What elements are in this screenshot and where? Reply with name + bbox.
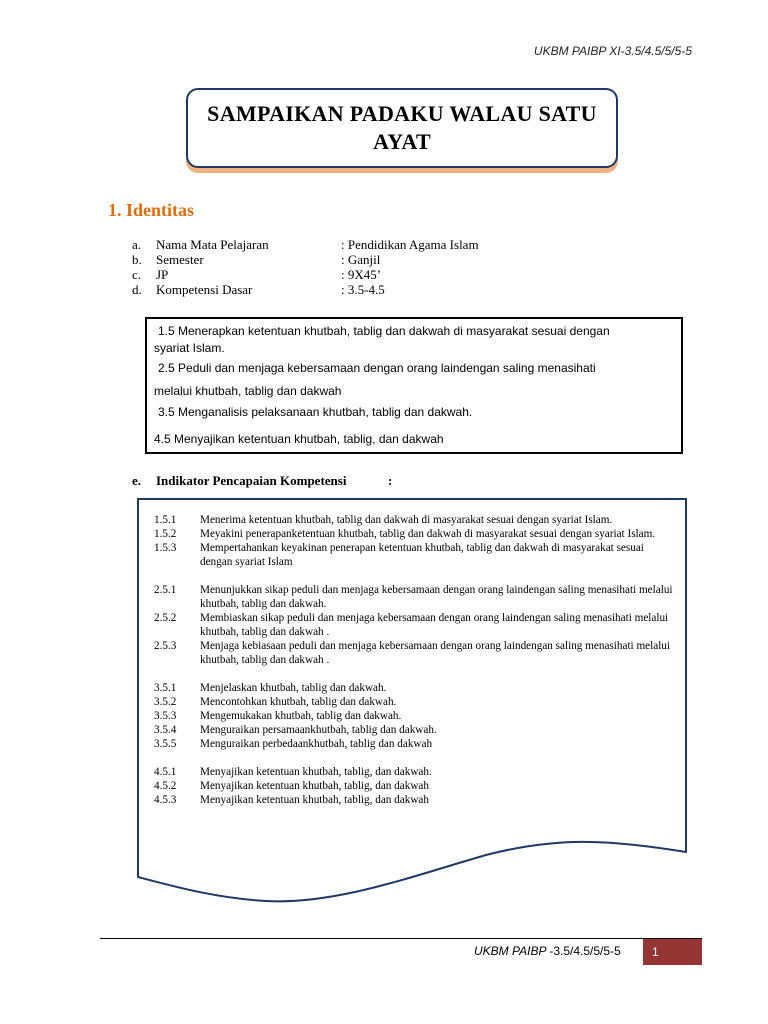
indikator-text: Mengemukakan khutbah, tablig dan dakwah.: [200, 710, 402, 722]
indikator-item: [154, 513, 674, 527]
indikator-item: [154, 723, 674, 737]
kd-1-5-continued: syariat Islam.: [154, 341, 225, 355]
indikator-item: [154, 793, 674, 807]
identitas-letter: a.: [132, 237, 142, 252]
indikator-item: [154, 765, 674, 779]
identitas-letter: b.: [132, 252, 142, 267]
indikator-number: 3.5.4: [154, 724, 177, 736]
indikator-item: [154, 695, 674, 709]
indikator-number: 3.5.2: [154, 696, 177, 708]
indikator-item: [154, 611, 674, 639]
indikator-text: Menjelaskan khutbah, tablig dan dakwah.: [200, 682, 387, 694]
indikator-number: 2.5.2: [154, 612, 177, 624]
indikator-text: Menguraikan persamaankhutbah, tablig dan dakwah.: [200, 724, 437, 736]
page-title: [207, 100, 597, 156]
identitas-row: [132, 237, 479, 252]
title-box: [186, 88, 618, 168]
indikator-colon: :: [388, 473, 393, 488]
indikator-text: Menyajikan ketentuan khutbah, tablig, dan dakwah: [200, 794, 429, 806]
indikator-text: Meyakini penerapanketentuan khutbah, tablig dan dakwah di masyarakat sesuai dengan syariat Islam.: [200, 528, 656, 540]
indikator-label: Indikator Pencapaian Kompetensi: [156, 473, 347, 488]
indikator-text: Menunjukkan sikap peduli dan menjaga kebersamaan dengan orang laindengan saling menasihati melalui khutbah, tablig dan dakwah.: [200, 584, 673, 610]
indikator-item: [154, 737, 674, 751]
indikator-number: 1.5.3: [154, 542, 177, 554]
identitas-label: JP: [156, 267, 169, 282]
identitas-row: [132, 252, 479, 267]
indikator-item: [154, 527, 674, 541]
identitas-value: : Ganjil: [341, 252, 381, 267]
section-heading: 1. Identitas: [108, 200, 195, 220]
indikator-text: Menyajikan ketentuan khutbah, tablig, dan dakwah: [200, 780, 429, 792]
kd-3-5: 3.5 Menganalisis pelaksanaan khutbah, tablig dan dakwah.: [158, 405, 473, 419]
indikator-text: Menyajikan ketentuan khutbah, tablig, dan dakwah.: [200, 766, 432, 778]
footer-code: [474, 944, 621, 958]
indikator-number: 4.5.3: [154, 794, 177, 806]
identitas-letter: d.: [132, 282, 142, 297]
indikator-item: [154, 541, 674, 569]
indikator-text: Menerima ketentuan khutbah, tablig dan dakwah di masyarakat sesuai dengan syariat Islam.: [200, 514, 613, 526]
identitas-value: : Pendidikan Agama Islam: [341, 237, 479, 252]
page-number-badge: [643, 939, 702, 965]
kd-2-5-continued: melalui khutbah, tablig dan dakwah: [154, 384, 342, 398]
indikator-letter: e.: [132, 473, 142, 488]
footer-divider: [100, 938, 702, 939]
indikator-list: [154, 513, 674, 807]
title-line-1: SAMPAIKAN PADAKU WALAU SATU: [207, 101, 597, 126]
identitas-label: Nama Mata Pelajaran: [156, 237, 269, 252]
kompetensi-dasar-box: [145, 317, 683, 454]
identitas-letter: c.: [132, 267, 142, 282]
identitas-label: Kompetensi Dasar: [156, 282, 253, 297]
indikator-item: [154, 681, 674, 695]
identitas-list: [132, 237, 479, 297]
indikator-item: [154, 583, 674, 611]
indikator-item: [154, 709, 674, 723]
indikator-text: Menjaga kebiasaan peduli dan menjaga kebersamaan dengan orang laindengan saling menasihati melalui khutbah, tablig dan dakwah .: [200, 640, 671, 666]
indikator-number: 1.5.2: [154, 528, 177, 540]
indikator-number: 4.5.1: [154, 766, 177, 778]
identitas-row: [132, 282, 479, 297]
indikator-text: Mencontohkan khutbah, tablig dan dakwah.: [200, 696, 397, 708]
identitas-value: : 9X45’: [341, 267, 382, 282]
kd-4-5: 4.5 Menyajikan ketentuan khutbah, tablig, dan dakwah: [154, 432, 444, 446]
indikator-text: Mempertahankan keyakinan penerapan ketentuan khutbah, tablig dan dakwah di masyarakat sesuai dengan syariat Islam: [200, 542, 644, 568]
indikator-number: 3.5.1: [154, 682, 177, 694]
indikator-number: 2.5.3: [154, 640, 177, 652]
indikator-heading: [132, 473, 392, 489]
indikator-text: Menguraikan perbedaankhutbah, tablig dan dakwah: [200, 738, 433, 750]
identitas-row: [132, 267, 479, 282]
indikator-item: [154, 639, 674, 667]
title-line-2: AYAT: [373, 129, 431, 154]
indikator-number: 4.5.2: [154, 780, 177, 792]
footer-code-rest: -3.5/4.5/5/5-5: [549, 944, 621, 958]
running-header: UKBM PAIBP XI-3.5/4.5/5/5-5: [533, 44, 692, 58]
identitas-value: : 3.5-4.5: [341, 282, 385, 297]
page-number: 1: [652, 945, 659, 959]
footer-code-italic: UKBM PAIBP: [474, 944, 550, 958]
indikator-text: Membiaskan sikap peduli dan menjaga kebersamaan dengan orang laindengan saling menasihati melalui khutbah, tablig dan dakwah .: [200, 612, 669, 638]
kd-1-5: 1.5 Menerapkan ketentuan khutbah, tablig dan dakwah di masyarakat sesuai dengan: [158, 324, 610, 338]
identitas-label: Semester: [156, 252, 204, 267]
indikator-number: 3.5.3: [154, 710, 177, 722]
indikator-number: 1.5.1: [154, 514, 177, 526]
kd-2-5: 2.5 Peduli dan menjaga kebersamaan dengan orang laindengan saling menasihati: [158, 361, 596, 375]
indikator-number: 2.5.1: [154, 584, 177, 596]
indikator-number: 3.5.5: [154, 738, 177, 750]
indikator-item: [154, 779, 674, 793]
